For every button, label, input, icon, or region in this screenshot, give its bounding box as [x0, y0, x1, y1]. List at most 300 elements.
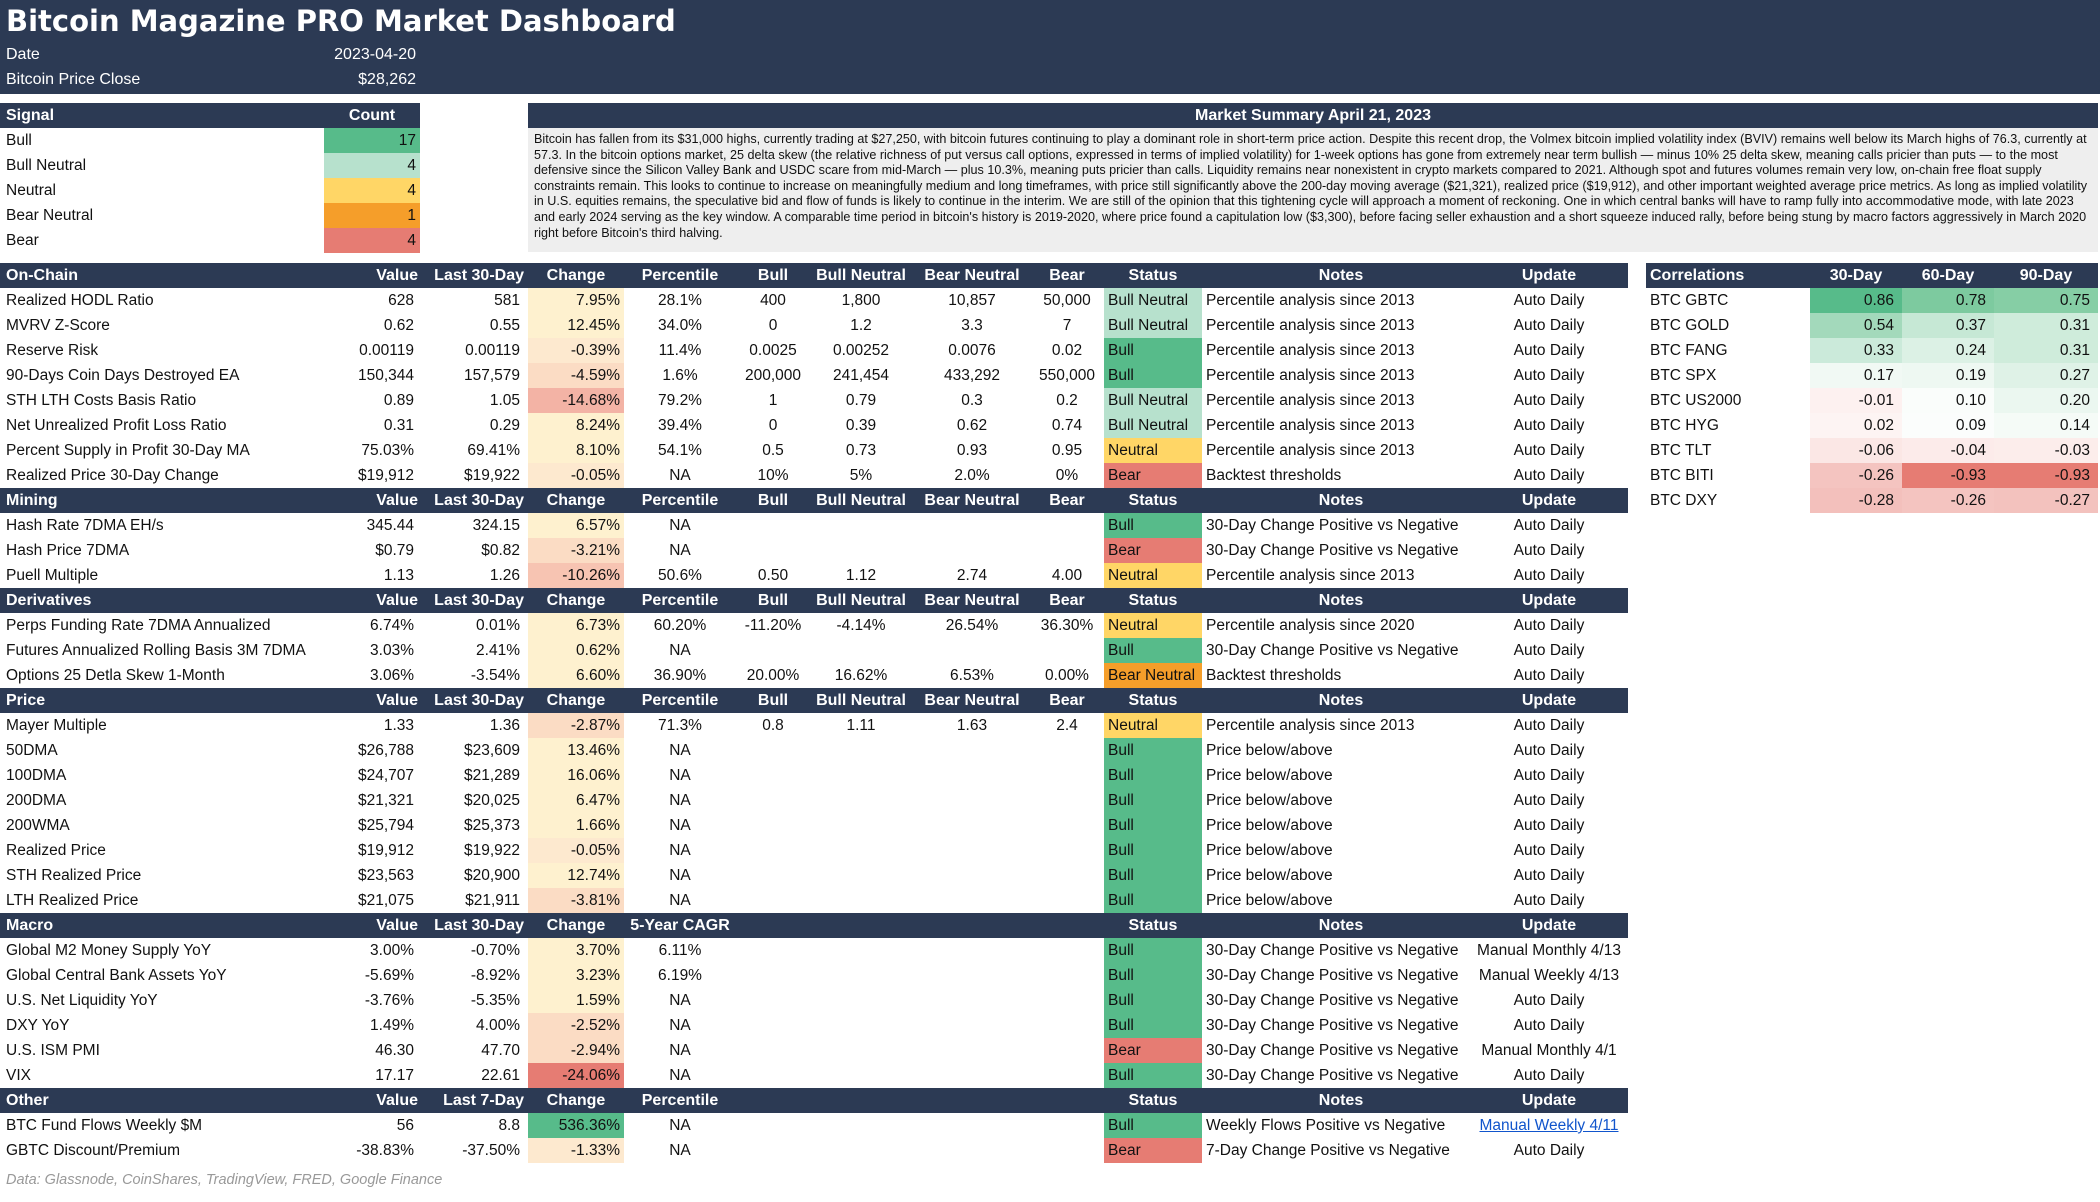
- cell-pct: 6.11%: [658, 942, 702, 959]
- column-header: Update: [1521, 692, 1577, 709]
- cell-label: Hash Price 7DMA: [6, 542, 130, 559]
- cell-pct: 71.3%: [658, 717, 702, 734]
- cell-status: Bear: [1104, 1038, 1202, 1063]
- cell-update: Auto Daily: [1513, 792, 1585, 809]
- column-header: Bear: [1049, 592, 1085, 609]
- cell-last: $23,609: [463, 742, 520, 759]
- column-header: Update: [1521, 267, 1577, 284]
- cell-bull: [736, 538, 810, 563]
- cell-label: Realized HODL Ratio: [6, 292, 154, 309]
- cell-status: Bull: [1104, 1063, 1202, 1088]
- cell-value: 1.33: [383, 717, 414, 734]
- correlation-value: -0.26: [1810, 463, 1902, 488]
- correlation-value: -0.03: [1994, 438, 2098, 463]
- cell-bull: [736, 638, 810, 663]
- column-header: Last 30-Day: [434, 592, 524, 609]
- cell-notes: 7-Day Change Positive vs Negative: [1206, 1142, 1450, 1159]
- signal-label: Bear Neutral: [6, 207, 94, 224]
- cell-update: Auto Daily: [1513, 992, 1585, 1009]
- cell-update: Auto Daily: [1513, 542, 1585, 559]
- cell-bulln: [810, 863, 912, 888]
- cell-bearn: 10,857: [948, 292, 996, 309]
- cell-notes: 30-Day Change Positive vs Negative: [1206, 642, 1459, 659]
- cell-pct: NA: [669, 1117, 691, 1134]
- page-title: Bitcoin Magazine PRO Market Dashboard: [6, 4, 676, 38]
- column-header: Status: [1128, 917, 1178, 934]
- price-close-label: Bitcoin Price Close: [6, 71, 141, 88]
- cell-notes: Percentile analysis since 2013: [1206, 392, 1415, 409]
- cell-change: 6.47%: [528, 788, 624, 813]
- cell-bear: [1032, 1063, 1102, 1088]
- cell-bearn: [912, 1013, 1032, 1038]
- cell-last: 8.8: [498, 1117, 520, 1134]
- correlation-value: -0.06: [1810, 438, 1902, 463]
- signal-header-row: [0, 103, 420, 128]
- column-header: Notes: [1318, 917, 1364, 934]
- cell-change: -2.52%: [528, 1013, 624, 1038]
- cell-bull: [736, 838, 810, 863]
- column-header: Last 30-Day: [434, 267, 524, 284]
- cell-value: 1.49%: [370, 1017, 414, 1034]
- correlation-value: 0.24: [1902, 338, 1994, 363]
- cell-bull: 0.0025: [749, 342, 797, 359]
- signal-count: 17: [324, 128, 420, 153]
- cell-update: Auto Daily: [1513, 717, 1585, 734]
- signal-count: 4: [324, 228, 420, 253]
- cell-bear: 0.02: [1051, 342, 1083, 359]
- cell-bear: [1032, 738, 1102, 763]
- column-header: Percentile: [641, 267, 719, 284]
- cell-notes: Price below/above: [1206, 767, 1333, 784]
- cell-bearn: [912, 763, 1032, 788]
- cell-change: 6.60%: [528, 663, 624, 688]
- cell-bearn: [912, 788, 1032, 813]
- cell-value: 0.62: [383, 317, 414, 334]
- cell-notes: 30-Day Change Positive vs Negative: [1206, 942, 1459, 959]
- cell-bulln: [810, 1038, 912, 1063]
- column-header: Bull: [757, 492, 789, 509]
- cell-update: Auto Daily: [1513, 442, 1585, 459]
- cell-value: $21,075: [357, 892, 414, 909]
- column-header: Status: [1128, 592, 1178, 609]
- cell-pct: NA: [669, 1017, 691, 1034]
- cell-label: STH Realized Price: [6, 867, 142, 884]
- date-label: Date: [6, 46, 40, 63]
- cell-bearn: [912, 1038, 1032, 1063]
- cell-bearn: [912, 988, 1032, 1013]
- cell-notes: Percentile analysis since 2013: [1206, 442, 1415, 459]
- cell-status: Bull Neutral: [1104, 288, 1202, 313]
- cell-status: Bull: [1104, 513, 1202, 538]
- cell-label: Global M2 Money Supply YoY: [6, 942, 212, 959]
- column-header: Value: [376, 267, 418, 284]
- cell-bearn: [912, 838, 1032, 863]
- column-header: Bear Neutral: [924, 692, 1020, 709]
- cell-bulln: [810, 813, 912, 838]
- correlation-value: -0.26: [1902, 488, 1994, 513]
- cell-last: 69.41%: [467, 442, 520, 459]
- cell-status: Neutral: [1104, 713, 1202, 738]
- correlation-label: BTC BITI: [1650, 467, 1714, 484]
- cell-bearn: [912, 938, 1032, 963]
- cell-status: Bull Neutral: [1104, 413, 1202, 438]
- signal-label: Neutral: [6, 182, 56, 199]
- cell-bull: [736, 963, 810, 988]
- section-title: Derivatives: [6, 592, 92, 609]
- column-header: Bear: [1049, 267, 1085, 284]
- correlations-header-label: Correlations: [1650, 267, 1745, 284]
- cell-update: Auto Daily: [1513, 892, 1585, 909]
- column-header: Percentile: [641, 692, 719, 709]
- column-header: Status: [1128, 1092, 1178, 1109]
- cell-bull: [736, 1013, 810, 1038]
- cell-update: Manual Monthly 4/1: [1481, 1042, 1617, 1059]
- correlation-label: BTC GOLD: [1650, 317, 1730, 334]
- cell-bearn: 3.3: [961, 317, 983, 334]
- correlation-label: BTC FANG: [1650, 342, 1728, 359]
- cell-change: -2.87%: [528, 713, 624, 738]
- cell-pct: NA: [669, 842, 691, 859]
- cell-last: $20,025: [463, 792, 520, 809]
- cell-bulln: [810, 638, 912, 663]
- cell-notes: 30-Day Change Positive vs Negative: [1206, 1042, 1459, 1059]
- cell-bull: [736, 888, 810, 913]
- cell-update: Auto Daily: [1513, 817, 1585, 834]
- cell-bear: [1032, 763, 1102, 788]
- cell-bulln: [810, 538, 912, 563]
- manual-weekly-link[interactable]: Manual Weekly 4/11: [1479, 1117, 1619, 1134]
- column-header: Change: [546, 1092, 606, 1109]
- cell-update: Auto Daily: [1513, 417, 1585, 434]
- cell-update: Auto Daily: [1513, 842, 1585, 859]
- cell-change: 8.10%: [528, 438, 624, 463]
- column-header: Status: [1128, 267, 1178, 284]
- cell-change: 0.62%: [528, 638, 624, 663]
- cell-update: Auto Daily: [1513, 367, 1585, 384]
- cell-notes: 30-Day Change Positive vs Negative: [1206, 542, 1459, 559]
- cell-label: Percent Supply in Profit 30-Day MA: [6, 442, 250, 459]
- cell-value: 628: [388, 292, 414, 309]
- cell-bear: [1032, 638, 1102, 663]
- column-header: Notes: [1318, 592, 1364, 609]
- cell-bear: 0.00%: [1045, 667, 1089, 684]
- signal-header-count: Count: [348, 107, 396, 124]
- correlations-header-period: 60-Day: [1921, 267, 1975, 284]
- cell-label: Mayer Multiple: [6, 717, 107, 734]
- cell-bear: [1032, 838, 1102, 863]
- cell-last: 1.26: [489, 567, 520, 584]
- signal-count: 4: [324, 178, 420, 203]
- section-header-price: [0, 688, 1628, 713]
- cell-bulln: 241,454: [832, 367, 890, 384]
- cell-update: Auto Daily: [1513, 867, 1585, 884]
- cell-value: $23,563: [357, 867, 414, 884]
- cell-last: -3.54%: [470, 667, 520, 684]
- cell-bearn: 6.53%: [950, 667, 994, 684]
- cell-update: Auto Daily: [1513, 1142, 1585, 1159]
- cell-last: -0.70%: [470, 942, 520, 959]
- section-title: Other: [6, 1092, 49, 1109]
- data-sources-footnote: Data: Glassnode, CoinShares, TradingView, FRED, Google Finance: [6, 1172, 443, 1188]
- cell-status: Bear: [1104, 1138, 1202, 1163]
- cell-pct: 1.6%: [662, 367, 698, 384]
- cell-bearn: [912, 813, 1032, 838]
- column-header: Bear Neutral: [924, 592, 1020, 609]
- cell-notes: Percentile analysis since 2013: [1206, 342, 1415, 359]
- cell-pct: 50.6%: [658, 567, 702, 584]
- cell-status: Bull: [1104, 638, 1202, 663]
- correlation-label: BTC HYG: [1650, 417, 1719, 434]
- cell-pct: 60.20%: [653, 617, 707, 634]
- cell-change: 6.73%: [528, 613, 624, 638]
- cell-change: -0.05%: [528, 838, 624, 863]
- column-header: Value: [376, 692, 418, 709]
- cell-bull: [736, 988, 810, 1013]
- cell-value: 75.03%: [361, 442, 414, 459]
- correlation-value: 0.54: [1810, 313, 1902, 338]
- correlation-value: -0.27: [1994, 488, 2098, 513]
- correlation-value: 0.17: [1810, 363, 1902, 388]
- column-header: Percentile: [641, 492, 719, 509]
- column-header: Notes: [1318, 692, 1364, 709]
- cell-bearn: [912, 888, 1032, 913]
- cell-value: $0.79: [375, 542, 414, 559]
- cell-pct: NA: [669, 992, 691, 1009]
- cell-status: Bull: [1104, 988, 1202, 1013]
- column-header: Percentile: [641, 592, 719, 609]
- cell-update: Auto Daily: [1513, 742, 1585, 759]
- cell-pct: NA: [669, 742, 691, 759]
- cell-status: Bull: [1104, 338, 1202, 363]
- cell-pct: NA: [669, 1042, 691, 1059]
- cell-update: Auto Daily: [1513, 1067, 1585, 1084]
- column-header: [736, 1088, 810, 1113]
- correlation-label: BTC SPX: [1650, 367, 1717, 384]
- cell-value: $24,707: [357, 767, 414, 784]
- cell-bulln: [810, 1013, 912, 1038]
- cell-pct: NA: [669, 517, 691, 534]
- cell-change: 8.24%: [528, 413, 624, 438]
- column-header: Status: [1128, 692, 1178, 709]
- cell-label: U.S. Net Liquidity YoY: [6, 992, 158, 1009]
- cell-bearn: [912, 963, 1032, 988]
- column-header: Last 30-Day: [434, 692, 524, 709]
- cell-bulln: 0.00252: [832, 342, 890, 359]
- cell-value: 3.00%: [370, 942, 414, 959]
- cell-pct: NA: [669, 867, 691, 884]
- cell-label: 100DMA: [6, 767, 67, 784]
- cell-update: Auto Daily: [1513, 467, 1585, 484]
- signal-label: Bull Neutral: [6, 157, 87, 174]
- cell-bear: [1032, 1138, 1102, 1163]
- cell-value: 0.89: [383, 392, 414, 409]
- cell-bull: [736, 788, 810, 813]
- cell-status: Bull: [1104, 813, 1202, 838]
- cell-notes: Price below/above: [1206, 867, 1333, 884]
- column-header: Bear Neutral: [924, 267, 1020, 284]
- cell-pct: NA: [669, 642, 691, 659]
- cell-pct: 36.90%: [653, 667, 707, 684]
- cell-bear: [1032, 1038, 1102, 1063]
- cell-label: LTH Realized Price: [6, 892, 139, 909]
- cell-last: $21,289: [463, 767, 520, 784]
- cell-value: 17.17: [375, 1067, 414, 1084]
- cell-status: Bear Neutral: [1104, 663, 1202, 688]
- cell-bearn: 0.0076: [948, 342, 996, 359]
- cell-bulln: 1.12: [845, 567, 877, 584]
- cell-bearn: 1.63: [956, 717, 988, 734]
- cell-last: 0.29: [489, 417, 520, 434]
- cell-change: -3.21%: [528, 538, 624, 563]
- cell-update: Auto Daily: [1513, 767, 1585, 784]
- cell-change: 1.59%: [528, 988, 624, 1013]
- cell-change: -0.05%: [528, 463, 624, 488]
- cell-bear: [1032, 888, 1102, 913]
- cell-update: Auto Daily: [1513, 617, 1585, 634]
- cell-update: Auto Daily: [1513, 1017, 1585, 1034]
- section-title: Price: [6, 692, 46, 709]
- cell-pct: 28.1%: [658, 292, 702, 309]
- correlation-value: 0.33: [1810, 338, 1902, 363]
- cell-update: Auto Daily: [1513, 667, 1585, 684]
- cell-pct: 39.4%: [658, 417, 702, 434]
- correlation-value: -0.93: [1994, 463, 2098, 488]
- column-header: Change: [546, 592, 606, 609]
- cell-notes: Percentile analysis since 2013: [1206, 417, 1415, 434]
- cell-status: Bear: [1104, 538, 1202, 563]
- cell-change: 12.45%: [528, 313, 624, 338]
- cell-label: Realized Price 30-Day Change: [6, 467, 219, 484]
- cell-bull: 400: [760, 292, 786, 309]
- cell-bearn: 2.0%: [954, 467, 990, 484]
- cell-value: 1.13: [383, 567, 414, 584]
- correlation-label: BTC GBTC: [1650, 292, 1729, 309]
- cell-last: 0.00119: [465, 342, 520, 359]
- cell-bulln: 1.2: [850, 317, 872, 334]
- cell-update: Auto Daily: [1513, 517, 1585, 534]
- column-header: Value: [376, 592, 418, 609]
- cell-pct: 6.19%: [658, 967, 702, 984]
- cell-label: Global Central Bank Assets YoY: [6, 967, 227, 984]
- cell-bearn: [912, 1113, 1032, 1138]
- signal-header-label: Signal: [6, 107, 55, 124]
- column-header: Change: [546, 917, 606, 934]
- column-header: Bull: [757, 592, 789, 609]
- cell-bear: [1032, 538, 1102, 563]
- cell-last: 0.55: [489, 317, 520, 334]
- correlations-header-period: 90-Day: [2019, 267, 2073, 284]
- cell-bear: 550,000: [1038, 367, 1096, 384]
- cell-value: $21,321: [357, 792, 414, 809]
- column-header: Notes: [1318, 267, 1364, 284]
- cell-bulln: [810, 1113, 912, 1138]
- cell-bull: 0: [768, 317, 778, 334]
- cell-last: $21,911: [465, 892, 520, 909]
- column-header: Status: [1128, 492, 1178, 509]
- cell-label: Options 25 Detla Skew 1-Month: [6, 667, 225, 684]
- cell-bear: 0.2: [1056, 392, 1078, 409]
- correlation-value: 0.10: [1902, 388, 1994, 413]
- cell-label: 50DMA: [6, 742, 58, 759]
- cell-bearn: 0.62: [956, 417, 988, 434]
- correlation-label: BTC DXY: [1650, 492, 1718, 509]
- cell-status: Bull: [1104, 888, 1202, 913]
- cell-bearn: [912, 738, 1032, 763]
- column-header: Update: [1521, 1092, 1577, 1109]
- column-header: Change: [546, 267, 606, 284]
- cell-bull: 1: [768, 392, 778, 409]
- price-close-value: $28,262: [358, 71, 416, 88]
- cell-pct: NA: [669, 542, 691, 559]
- cell-last: -8.92%: [470, 967, 520, 984]
- cell-status: Bull Neutral: [1104, 388, 1202, 413]
- cell-pct: NA: [669, 892, 691, 909]
- column-header: Bull Neutral: [816, 492, 906, 509]
- cell-change: 16.06%: [528, 763, 624, 788]
- cell-last: $19,922: [463, 842, 520, 859]
- cell-bulln: [810, 888, 912, 913]
- cell-bull: 0.50: [757, 567, 789, 584]
- cell-change: -24.06%: [528, 1063, 624, 1088]
- correlation-value: 0.02: [1810, 413, 1902, 438]
- cell-change: -10.26%: [528, 563, 624, 588]
- cell-notes: Price below/above: [1206, 892, 1333, 909]
- cell-last: $25,373: [463, 817, 520, 834]
- cell-notes: Backtest thresholds: [1206, 667, 1342, 684]
- column-header: Change: [546, 492, 606, 509]
- section-title: On-Chain: [6, 267, 78, 284]
- cell-bull: [736, 1063, 810, 1088]
- correlation-value: -0.01: [1810, 388, 1902, 413]
- correlation-value: 0.78: [1902, 288, 1994, 313]
- cell-bull: [736, 813, 810, 838]
- cell-notes: Price below/above: [1206, 742, 1333, 759]
- cell-update: Manual Weekly 4/13: [1478, 967, 1620, 984]
- cell-value: $19,912: [357, 842, 414, 859]
- update-link: [1470, 1113, 1628, 1138]
- cell-bulln: [810, 738, 912, 763]
- cell-change: 3.23%: [528, 963, 624, 988]
- cell-last: $0.82: [481, 542, 520, 559]
- cell-pct: 11.4%: [658, 342, 702, 359]
- correlation-value: 0.14: [1994, 413, 2098, 438]
- cell-bulln: [810, 1138, 912, 1163]
- cell-bearn: [912, 1138, 1032, 1163]
- cell-value: 150,344: [357, 367, 414, 384]
- column-header: Bull: [757, 692, 789, 709]
- cell-change: 6.57%: [528, 513, 624, 538]
- cell-notes: Backtest thresholds: [1206, 467, 1342, 484]
- cell-bull: [736, 1138, 810, 1163]
- cell-change: 13.46%: [528, 738, 624, 763]
- cell-bull: -11.20%: [744, 617, 802, 634]
- column-header: [810, 1088, 912, 1113]
- column-header: Update: [1521, 492, 1577, 509]
- cell-bull: 0.8: [762, 717, 784, 734]
- correlation-value: 0.37: [1902, 313, 1994, 338]
- cell-change: 1.66%: [528, 813, 624, 838]
- column-header: Bull Neutral: [816, 267, 906, 284]
- market-summary-text: Bitcoin has fallen from its $31,000 highs, currently trading at $27,250, with bitcoin futures continuing to play a dominant role in short-term price action. Despite this recent drop, the Volmex bitcoin implied volatility index (BVIV) remains well below its March highs of 76.3, currently at 57.3. In the bitcoin options market, 25 delta skew (the relative richness of put versus call options, expressed in terms of implied volatility) for 1-week options has gone from extremely near term bullish — minus 10% 25 delta skew, meaning calls pricier than puts — to the most defensive since the Silicon Valley Bank and USDC scare from mid-March — plus 10.3%, meaning puts pricier than calls. Liquidity remains near nonexistent in crypto markets compared to 2021. Although spot and futures volumes remain very low, on-chain free float supply constraints remain. This looks to continue to increase on meaningfully medium and long timeframes, with price still significantly above the 200-day moving average ($21,321), realized price ($19,912), and other important weighted average price metrics. As long as implied volatility in U.S. equities remains, the speculative bid and flow of funds is likely to continue in the interim. We are still of the opinion that this tightening cycle will approach a moment of reckoning. One in which central banks will have to ramp fully into accommodative mode, with late 2023 and early 2024 serving as the key window. A comparable time period in bitcoin's history is 2019-2020, where price found a capitulation low ($3,300), before facing seller exhaustion and a short squeeze induced rally, before being stung by macro factors aggressively in March 2020 right before Bitcoin's third halving.: [528, 128, 2098, 252]
- cell-label: VIX: [6, 1067, 31, 1084]
- cell-change: -3.81%: [528, 888, 624, 913]
- cell-status: Neutral: [1104, 613, 1202, 638]
- correlation-value: -0.93: [1902, 463, 1994, 488]
- cell-bull: [736, 938, 810, 963]
- column-header: Bear: [1049, 492, 1085, 509]
- cell-label: BTC Fund Flows Weekly $M: [6, 1117, 203, 1134]
- column-header: Value: [376, 1092, 418, 1109]
